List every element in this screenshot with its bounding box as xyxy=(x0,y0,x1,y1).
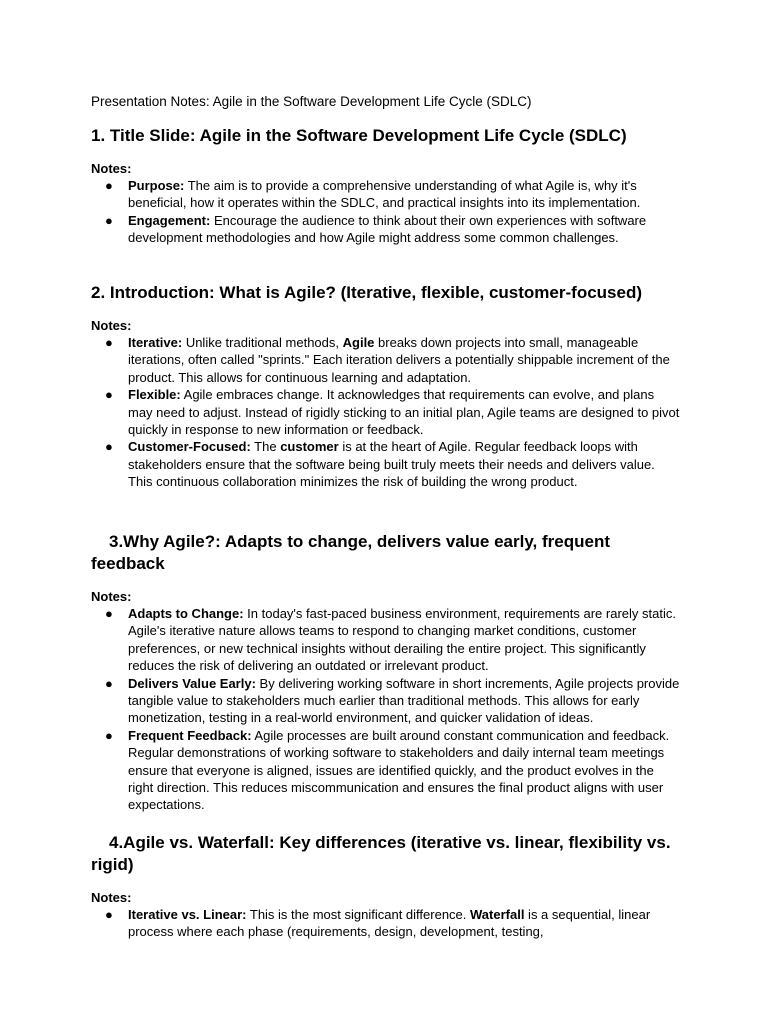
notes-label: Notes: xyxy=(91,318,132,333)
item-text: Agile processes are built around constant communication and feedback. Regular demonstrations of working software to stakeholders and daily internal team meetings ensure that everyone is aligned, issues are identified quickly, and the product evolves in the right direction. This reduces miscommunication and ensures the final product aligns with user expectations. xyxy=(128,727,670,813)
bullet-icon: ● xyxy=(105,727,113,743)
list-item xyxy=(91,906,681,941)
bullet-icon: ● xyxy=(105,675,113,691)
document-title: Presentation Notes: Agile in the Software Development Life Cycle (SDLC) xyxy=(91,94,532,109)
list-item xyxy=(91,727,681,814)
section-heading: 2. Introduction: What is Agile? (Iterative, flexible, customer-focused) xyxy=(91,283,642,302)
item-text: is at the heart of Agile. Regular feedback loops with stakeholders ensure that the software being built truly meets their needs and delivers value. This continuous collaboration minimizes the risk of building the wrong product. xyxy=(128,439,655,490)
bullet-icon: ● xyxy=(105,439,113,455)
item-lead: Frequent Feedback: xyxy=(128,727,252,743)
item-text: Encourage the audience to think about their own experiences with software development methodologies and how Agile might address some common challenges. xyxy=(128,212,647,246)
bullet-icon: ● xyxy=(105,387,113,403)
notes-label: Notes: xyxy=(91,161,132,176)
list-item xyxy=(91,605,681,675)
section-introduction xyxy=(91,282,681,491)
list-item xyxy=(91,386,681,438)
list-item xyxy=(91,177,681,212)
item-lead: Purpose: xyxy=(128,178,185,193)
item-lead: Flexible: xyxy=(128,387,181,403)
notes-list xyxy=(91,334,681,491)
item-text: This is the most significant difference. xyxy=(246,907,471,922)
item-lead: Adapts to Change: xyxy=(128,606,244,621)
section-heading: 3.Why Agile?: Adapts to change, delivers value early, frequent feedback xyxy=(91,532,610,573)
item-text: By delivering working software in short increments, Agile projects provide tangible value to stakeholders much earlier than traditional methods. This allows for early monetization, testing in a real-world environment, and quicker validation of ideas. xyxy=(128,675,680,726)
notes-label: Notes: xyxy=(91,589,132,604)
notes-list xyxy=(91,177,681,247)
item-text: is a sequential, linear process where each phase (requirements, design, development, testing, xyxy=(128,907,651,940)
section-title-slide xyxy=(91,125,681,247)
item-lead: Iterative: xyxy=(128,335,183,350)
item-text: Agile embraces change. It acknowledges that requirements can evolve, and plans may need to adjust. Instead of rigidly sticking to an initial plan, Agile teams are designed to pivot quickly in response to new information or feedback. xyxy=(128,387,680,438)
notes-list xyxy=(91,605,681,814)
item-lead: Delivers Value Early: xyxy=(128,675,256,691)
item-lead: Engagement: xyxy=(128,212,211,228)
list-item xyxy=(91,334,681,386)
section-agile-vs-waterfall xyxy=(91,832,681,941)
bullet-icon: ● xyxy=(105,907,113,922)
item-text: The xyxy=(250,439,281,455)
bullet-icon: ● xyxy=(105,212,113,228)
item-text: breaks down projects into small, manageable iterations, often called "sprints." Each iteration delivers a potentially shippable increment of the product. This allows for continuous learning and adaptation. xyxy=(128,335,670,385)
section-why-agile xyxy=(91,531,681,814)
list-item xyxy=(91,675,681,727)
notes-list xyxy=(91,906,681,941)
section-heading: 1. Title Slide: Agile in the Software Development Life Cycle (SDLC) xyxy=(91,126,627,145)
bullet-icon: ● xyxy=(105,178,113,193)
item-lead: Customer-Focused: xyxy=(128,439,251,455)
list-item xyxy=(91,212,681,247)
item-text: The aim is to provide a comprehensive understanding of what Agile is, why it's beneficial, how it operates within the SDLC, and practical insights into its implementation. xyxy=(128,178,641,211)
bullet-icon: ● xyxy=(105,606,113,621)
item-lead: Iterative vs. Linear: xyxy=(128,907,247,922)
section-heading: 4.Agile vs. Waterfall: Key differences (iterative vs. linear, flexibility vs. rigid) xyxy=(91,833,671,874)
list-item xyxy=(91,438,681,490)
bullet-icon: ● xyxy=(105,335,113,350)
item-text: In today's fast-paced business environment, requirements are rarely static. Agile's iterative nature allows teams to respond to changing market conditions, customer preferences, or new technical insights without derailing the entire project. This significantly reduces the risk of delivering an outdated or irrelevant product. xyxy=(128,606,676,674)
item-emphasis: Waterfall xyxy=(470,907,525,922)
item-text: Unlike traditional methods, xyxy=(182,335,343,350)
notes-label: Notes: xyxy=(91,890,132,905)
item-emphasis: customer xyxy=(280,439,339,455)
item-emphasis: Agile xyxy=(342,335,375,350)
